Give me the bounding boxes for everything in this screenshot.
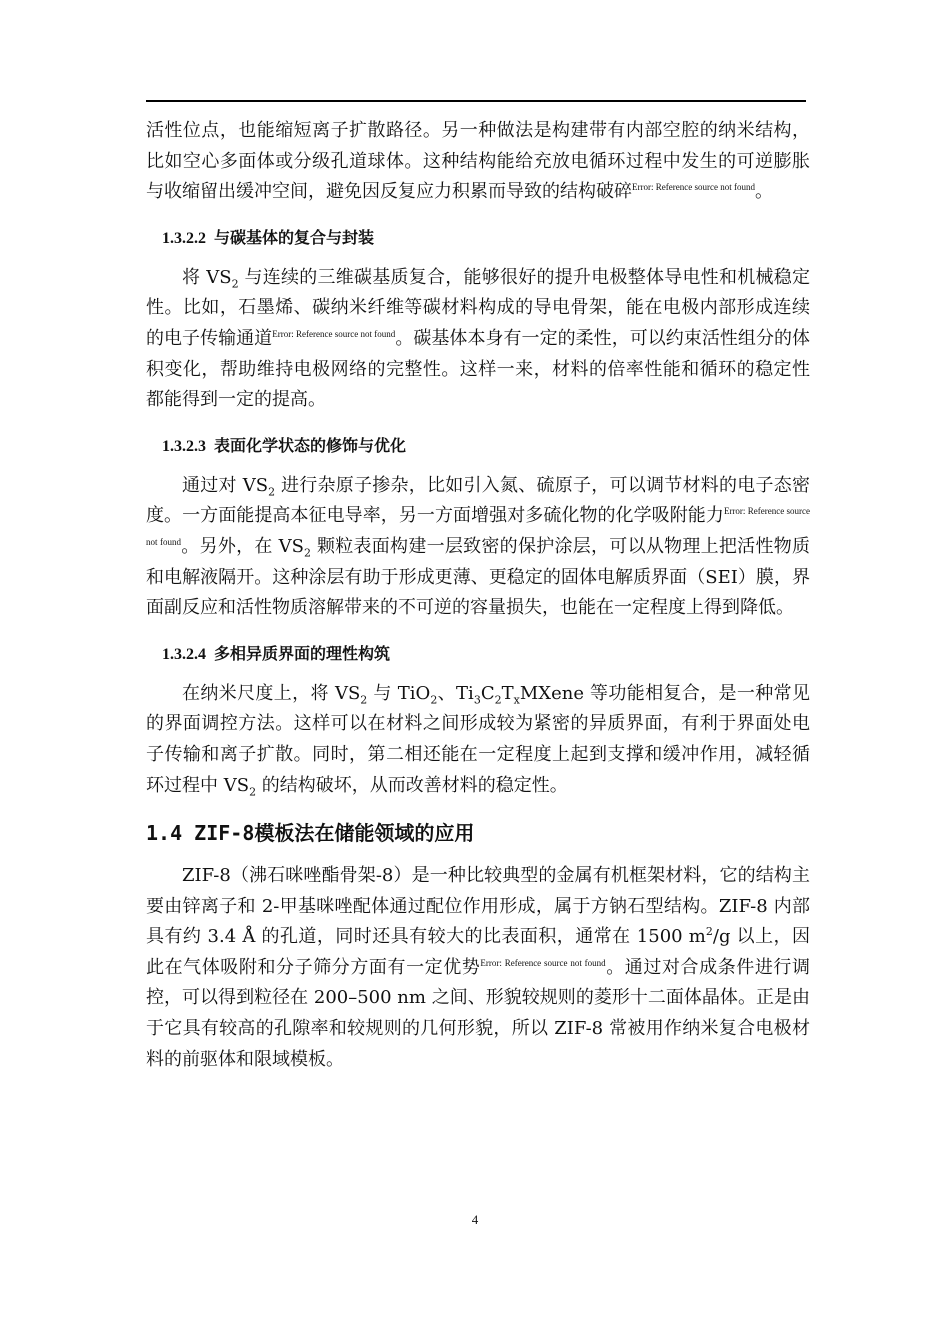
body-content [146,116,810,1075]
section-heading-1-4: 1.4 ZIF-8模板法在储能领域的应用 [146,821,475,846]
citation-error: Error: Reference source not found [146,506,811,547]
paragraph-continuation: 活性位点，也能缩短离子扩散路径。另一种做法是构建带有内部空腔的纳米结构，比如空心多面体或分级孔道球体。这种结构能给充放电循环过程中发生的可逆膨胀与收缩留出缓冲空间，避免因反复应力积累而导致的结构破碎$^{Error: Reference source not found}$。 [146,120,810,203]
citation-error: Error: Reference source not found [480,957,606,968]
paragraph-zif8: ZIF-8（沸石咪唑酯骨架-8）是一种比较典型的金属有机框架材料，它的结构主要由锌离子和 2-甲基咪唑配体通过配位作用形成，属于方钠石型结构。ZIF-8 内部具有约 3.4 Å 的孔道，同时还具有较大的比表面积，通常在 1500 $m^2/g$ 以上，因此在气体吸附和分子筛分方面有一定优势$^{Error: Reference source not found}$。通过对合成条件进行调控，可以得到粒径在 200–500 nm 之间、形貌较规则的菱形十二面体晶体。正是由于它具有较高的孔隙率和较规则的几何形貌，所以 ZIF-8 常被用作纳米复合电极材料的前驱体和限域模板。 [146,865,811,1070]
section-heading-1-3-2-2: 1.3.2.2 与碳基体的复合与封装 [162,227,375,247]
paragraph-heterointerface: 在纳米尺度上，将 $VS_2$ 与 TiO$_2$、$Ti_3C_2T_xMXene$ 等功能相复合，是一种常见的界面调控方法。这样可以在材料之间形成较为紧密的异质界面，有利于界面处电子传输和离子扩散。同时，第二相还能在一定程度上起到支撑和缓冲作用，减轻循环过程中 $VS_2$ 的结构破坏，从而改善材料的稳定性。 [146,682,810,799]
section-heading-1-3-2-3: 1.3.2.3 表面化学状态的修饰与优化 [162,435,407,455]
citation-error: Error: Reference source not found [632,182,755,193]
paragraph-carbon-composite: 将 $VS_2$ 与连续的三维碳基质复合，能够很好的提升电极整体导电性和机械稳定性。比如，石墨烯、碳纳米纤维等碳材料构成的导电骨架，能在电极内部形成连续的电子传输通道$^{Error: Reference source not found}$。碳基体本身有一定的柔性，可以约束活性组分的体积变化，帮助维持电极网络的完整性。这样一来，材料的倍率性能和循环的稳定性都能得到一定的提高。 [146,266,811,411]
paragraph-surface-chemistry: 通过对 $VS_2$ 进行杂原子掺杂，比如引入氮、硫原子，可以调节材料的电子态密度。一方面能提高本征电导率，另一方面增强对多硫化物的化学吸附能力$^{Error: Reference source not found}$。另外，在 $VS_2$ 颗粒表面构建一层致密的保护涂层，可以从物理上把活性物质和电解液隔开。这种涂层有助于形成更薄、更稳定的固体电解质界面（SEI）膜，界面副反应和活性物质溶解带来的不可逆的容量损失，也能在一定程度上得到降低。 [146,474,811,619]
page-number: 4 [471,1212,479,1227]
header-rule [146,100,806,102]
citation-error: Error: Reference source not found [272,328,396,339]
section-heading-1-3-2-4: 1.3.2.4 多相异质界面的理性构筑 [162,643,391,663]
